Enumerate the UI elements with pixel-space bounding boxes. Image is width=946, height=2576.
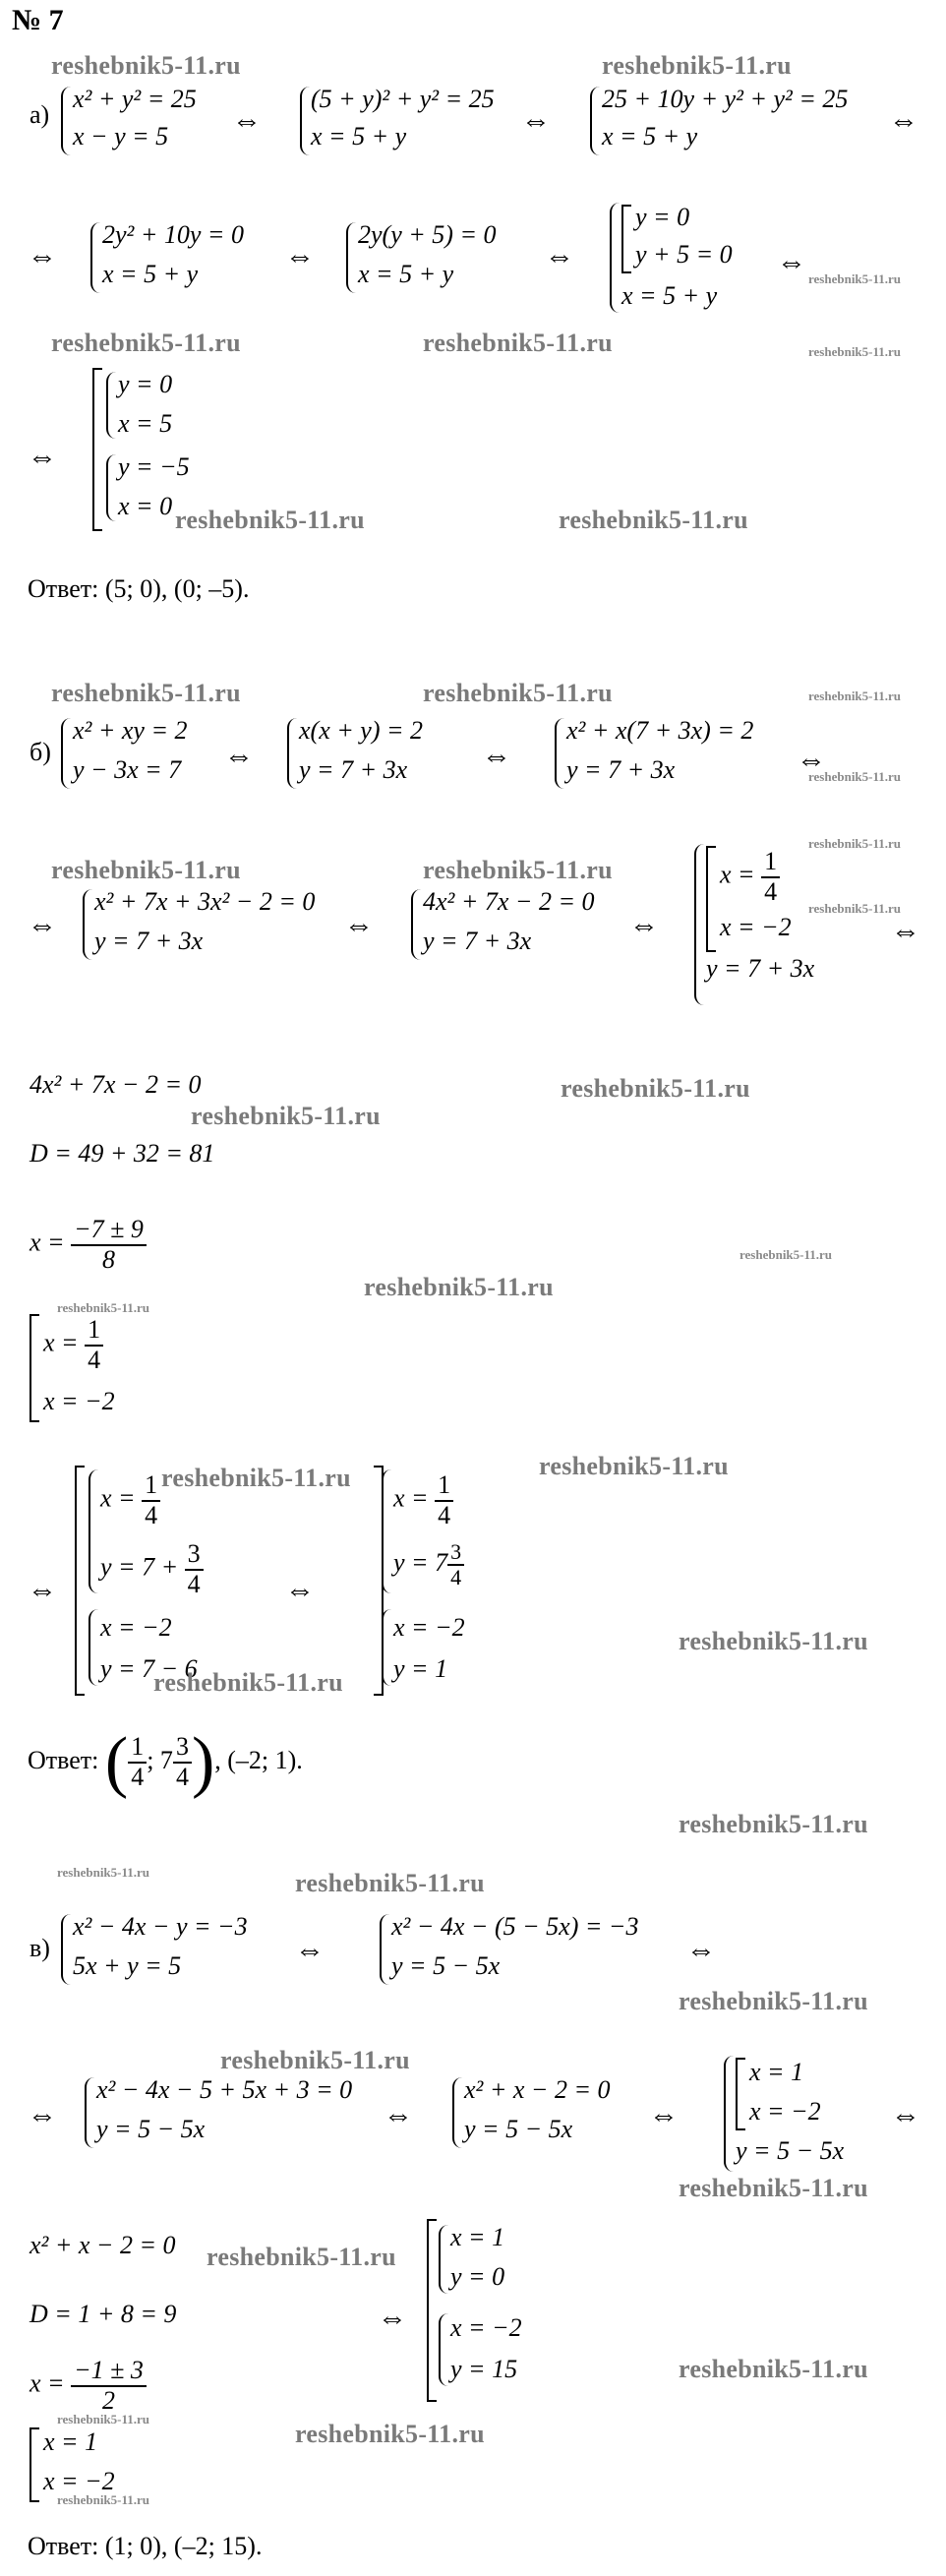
root: x = −2 (43, 2467, 115, 2495)
equivalence-arrow: ⇔ (482, 740, 511, 772)
problem-number: № 7 (12, 4, 64, 36)
system-brace (439, 2313, 448, 2386)
union-bracket (92, 368, 102, 531)
equation: x = 5 + y (311, 122, 407, 150)
system-brace (89, 1609, 98, 1686)
equation: x = 5 + y (102, 260, 199, 288)
system-brace (346, 222, 356, 293)
equation: x = −2 (393, 1613, 465, 1642)
equation: 5x + y = 5 (73, 1951, 182, 1980)
watermark: reshebnik5-11.ru (51, 329, 241, 357)
equation: x² − 4x − (5 − 5x) = −3 (391, 1912, 639, 1941)
equation: y = 7 + 3x (94, 927, 204, 955)
answer-c: Ответ: (1; 0), (–2; 15). (28, 2532, 263, 2560)
watermark: reshebnik5-11.ru (295, 2420, 485, 2448)
equivalence-arrow: ⇔ (891, 915, 920, 947)
equation: 25 + 10y + y² + y² = 25 (602, 85, 849, 113)
equivalence-arrow: ⇔ (889, 104, 918, 137)
watermark: reshebnik5-11.ru (220, 2046, 410, 2074)
equation: y = 5 − 5x (96, 2115, 206, 2143)
equivalence-arrow: ⇔ (28, 1574, 57, 1606)
system-brace (452, 2077, 462, 2148)
watermark: reshebnik5-11.ru (559, 506, 748, 534)
equivalence-arrow: ⇔ (378, 2302, 407, 2334)
part-c-label: в) (30, 1934, 50, 1962)
equation: y = 5 − 5x (391, 1951, 501, 1980)
watermark: reshebnik5-11.ru (561, 1074, 750, 1103)
union-bracket (75, 1466, 85, 1696)
watermark: reshebnik5-11.ru (679, 1627, 868, 1655)
equivalence-arrow: ⇔ (285, 240, 315, 272)
watermark: reshebnik5-11.ru (57, 1865, 150, 1880)
system-brace (83, 889, 92, 960)
equation: y = 15 (450, 2355, 518, 2383)
union-bracket (706, 846, 716, 952)
equation: (5 + y)² + y² = 25 (311, 85, 495, 113)
equation: x − y = 5 (73, 122, 169, 150)
system-brace (287, 718, 297, 789)
watermark: reshebnik5-11.ru (679, 2174, 868, 2202)
root-formula: x = $\frac{-1 \pm 3}{2}$ (30, 2357, 147, 2415)
watermark: reshebnik5-11.ru (423, 856, 613, 884)
equation: x² + x − 2 = 0 (464, 2075, 611, 2104)
discriminant: D = 49 + 32 = 81 (30, 1139, 215, 1168)
equation: 4x² + 7x − 2 = 0 (423, 887, 595, 916)
watermark: reshebnik5-11.ru (51, 51, 241, 80)
system-brace (724, 2056, 734, 2172)
equation: x = 1 (450, 2223, 505, 2251)
equivalence-arrow: ⇔ (384, 2099, 413, 2131)
system-brace (61, 87, 71, 155)
watermark: reshebnik5-11.ru (808, 769, 902, 784)
union-bracket (427, 2219, 437, 2402)
equation: x = −2 (450, 2313, 522, 2342)
equation: y = 7 + 3x (299, 755, 408, 784)
root: x = −2 (720, 913, 792, 941)
equation: y = 7 + 3x (423, 927, 532, 955)
watermark: reshebnik5-11.ru (207, 2243, 396, 2271)
equivalence-arrow: ⇔ (28, 441, 57, 473)
equivalence-arrow: ⇔ (686, 1934, 716, 1966)
system-brace (106, 454, 116, 521)
union-bracket (30, 1314, 39, 1422)
equation: x = −2 (100, 1613, 172, 1642)
quadratic-equation: x² + x − 2 = 0 (30, 2231, 176, 2259)
equivalence-arrow: ⇔ (344, 909, 374, 941)
system-brace (90, 222, 100, 293)
equation: y = 7 + 3x (566, 755, 676, 784)
equation: y = 0 (635, 203, 690, 231)
equation: x = 0 (118, 492, 173, 520)
union-bracket (621, 205, 631, 273)
equation: y = −5 (118, 452, 190, 481)
system-brace (694, 844, 704, 1005)
equation: y = 7 + $\frac{3}{4}$ (100, 1540, 204, 1598)
watermark: reshebnik5-11.ru (602, 51, 792, 80)
watermark: reshebnik5-11.ru (679, 1987, 868, 2015)
equation: 2y² + 10y = 0 (102, 220, 244, 249)
equation: y + 5 = 0 (635, 240, 733, 269)
equation: 2y(y + 5) = 0 (358, 220, 497, 249)
watermark: reshebnik5-11.ru (808, 901, 902, 916)
part-a-label: а) (30, 100, 50, 129)
equation: y = 5 − 5x (736, 2136, 845, 2165)
equation: x² + xy = 2 (73, 716, 188, 745)
quadratic-equation: 4x² + 7x − 2 = 0 (30, 1070, 202, 1099)
equation: y = 1 (393, 1654, 448, 1683)
system-brace (555, 718, 564, 789)
system-brace (382, 1469, 391, 1593)
watermark: reshebnik5-11.ru (51, 856, 241, 884)
equation: y = 7 − 6 (100, 1654, 198, 1683)
equation: x(x + y) = 2 (299, 716, 424, 745)
system-brace (85, 2077, 94, 2148)
watermark: reshebnik5-11.ru (57, 2412, 150, 2426)
system-brace (590, 87, 600, 155)
watermark: reshebnik5-11.ru (153, 1668, 343, 1697)
equivalence-arrow: ⇔ (521, 104, 551, 137)
root: x = 1 (749, 2058, 804, 2086)
equivalence-arrow: ⇔ (629, 909, 659, 941)
discriminant: D = 1 + 8 = 9 (30, 2300, 177, 2328)
root: x = $\frac{1}{4}$ (43, 1316, 103, 1374)
root: x = $\frac{1}{4}$ (720, 848, 780, 906)
watermark: reshebnik5-11.ru (423, 329, 613, 357)
watermark: reshebnik5-11.ru (191, 1102, 381, 1130)
watermark: reshebnik5-11.ru (808, 344, 902, 359)
system-brace (106, 372, 116, 439)
watermark: reshebnik5-11.ru (808, 836, 902, 851)
equivalence-arrow: ⇔ (224, 740, 254, 772)
union-bracket (736, 2058, 745, 2130)
equation: x² + 7x + 3x² − 2 = 0 (94, 887, 316, 916)
root: x = −2 (749, 2097, 821, 2126)
equation: x² + x(7 + 3x) = 2 (566, 716, 754, 745)
system-brace (411, 889, 421, 960)
watermark: reshebnik5-11.ru (175, 506, 365, 534)
watermark: reshebnik5-11.ru (739, 1247, 833, 1262)
watermark: reshebnik5-11.ru (57, 2492, 150, 2507)
equivalence-arrow: ⇔ (285, 1574, 315, 1606)
system-brace (380, 1914, 389, 1985)
equation: x = $\frac{1}{4}$ (393, 1471, 453, 1529)
equation: x² + y² = 25 (73, 85, 197, 113)
part-b-label: б) (30, 738, 51, 766)
equation: y − 3x = 7 (73, 755, 182, 784)
system-brace (61, 1914, 71, 1985)
system-brace (610, 203, 620, 313)
equation: y = 5 − 5x (464, 2115, 573, 2143)
equation: x = 5 + y (602, 122, 698, 150)
root-formula: x = $\frac{-7 \pm 9}{8}$ (30, 1216, 147, 1274)
root: x = 1 (43, 2427, 98, 2456)
equation: y = 0 (450, 2262, 505, 2291)
system-brace (382, 1609, 391, 1686)
equation: x² − 4x − y = −3 (73, 1912, 248, 1941)
watermark: reshebnik5-11.ru (423, 679, 613, 707)
system-brace (439, 2225, 448, 2294)
equation: x = $\frac{1}{4}$ (100, 1471, 160, 1529)
equation: y = 7 + 3x (706, 954, 815, 983)
watermark: reshebnik5-11.ru (364, 1273, 554, 1301)
equivalence-arrow: ⇔ (28, 909, 57, 941)
equivalence-arrow: ⇔ (295, 1934, 325, 1966)
answer-a: Ответ: (5; 0), (0; –5). (28, 574, 250, 603)
watermark: reshebnik5-11.ru (539, 1452, 729, 1480)
watermark: reshebnik5-11.ru (57, 1300, 150, 1315)
watermark: reshebnik5-11.ru (161, 1464, 351, 1492)
equation: x = 5 + y (621, 281, 718, 310)
union-bracket (30, 2427, 39, 2502)
equivalence-arrow: ⇔ (545, 240, 574, 272)
equation: x = 5 (118, 409, 173, 438)
equivalence-arrow: ⇔ (28, 240, 57, 272)
watermark: reshebnik5-11.ru (808, 271, 902, 286)
equation: x² − 4x − 5 + 5x + 3 = 0 (96, 2075, 353, 2104)
equation: y = 0 (118, 370, 173, 398)
equivalence-arrow: ⇔ (797, 744, 826, 776)
equivalence-arrow: ⇔ (649, 2099, 679, 2131)
system-brace (61, 718, 71, 789)
watermark: reshebnik5-11.ru (295, 1869, 485, 1897)
equivalence-arrow: ⇔ (28, 2099, 57, 2131)
watermark: reshebnik5-11.ru (51, 679, 241, 707)
equivalence-arrow: ⇔ (891, 2099, 920, 2131)
root: x = −2 (43, 1387, 115, 1415)
equation: y = 7 $\frac{3}{4}$ (393, 1540, 464, 1589)
equation: x = 5 + y (358, 260, 454, 288)
equivalence-arrow: ⇔ (232, 104, 262, 137)
watermark: reshebnik5-11.ru (679, 1810, 868, 1838)
watermark: reshebnik5-11.ru (679, 2355, 868, 2383)
answer-b: Ответ: ( $\frac{1}{4}$ ; 7 $\frac{3}{4}$ ), (–2; 1). (28, 1724, 303, 1800)
system-brace (89, 1469, 98, 1593)
system-brace (300, 87, 310, 155)
equivalence-arrow: ⇔ (777, 246, 806, 278)
watermark: reshebnik5-11.ru (808, 689, 902, 703)
